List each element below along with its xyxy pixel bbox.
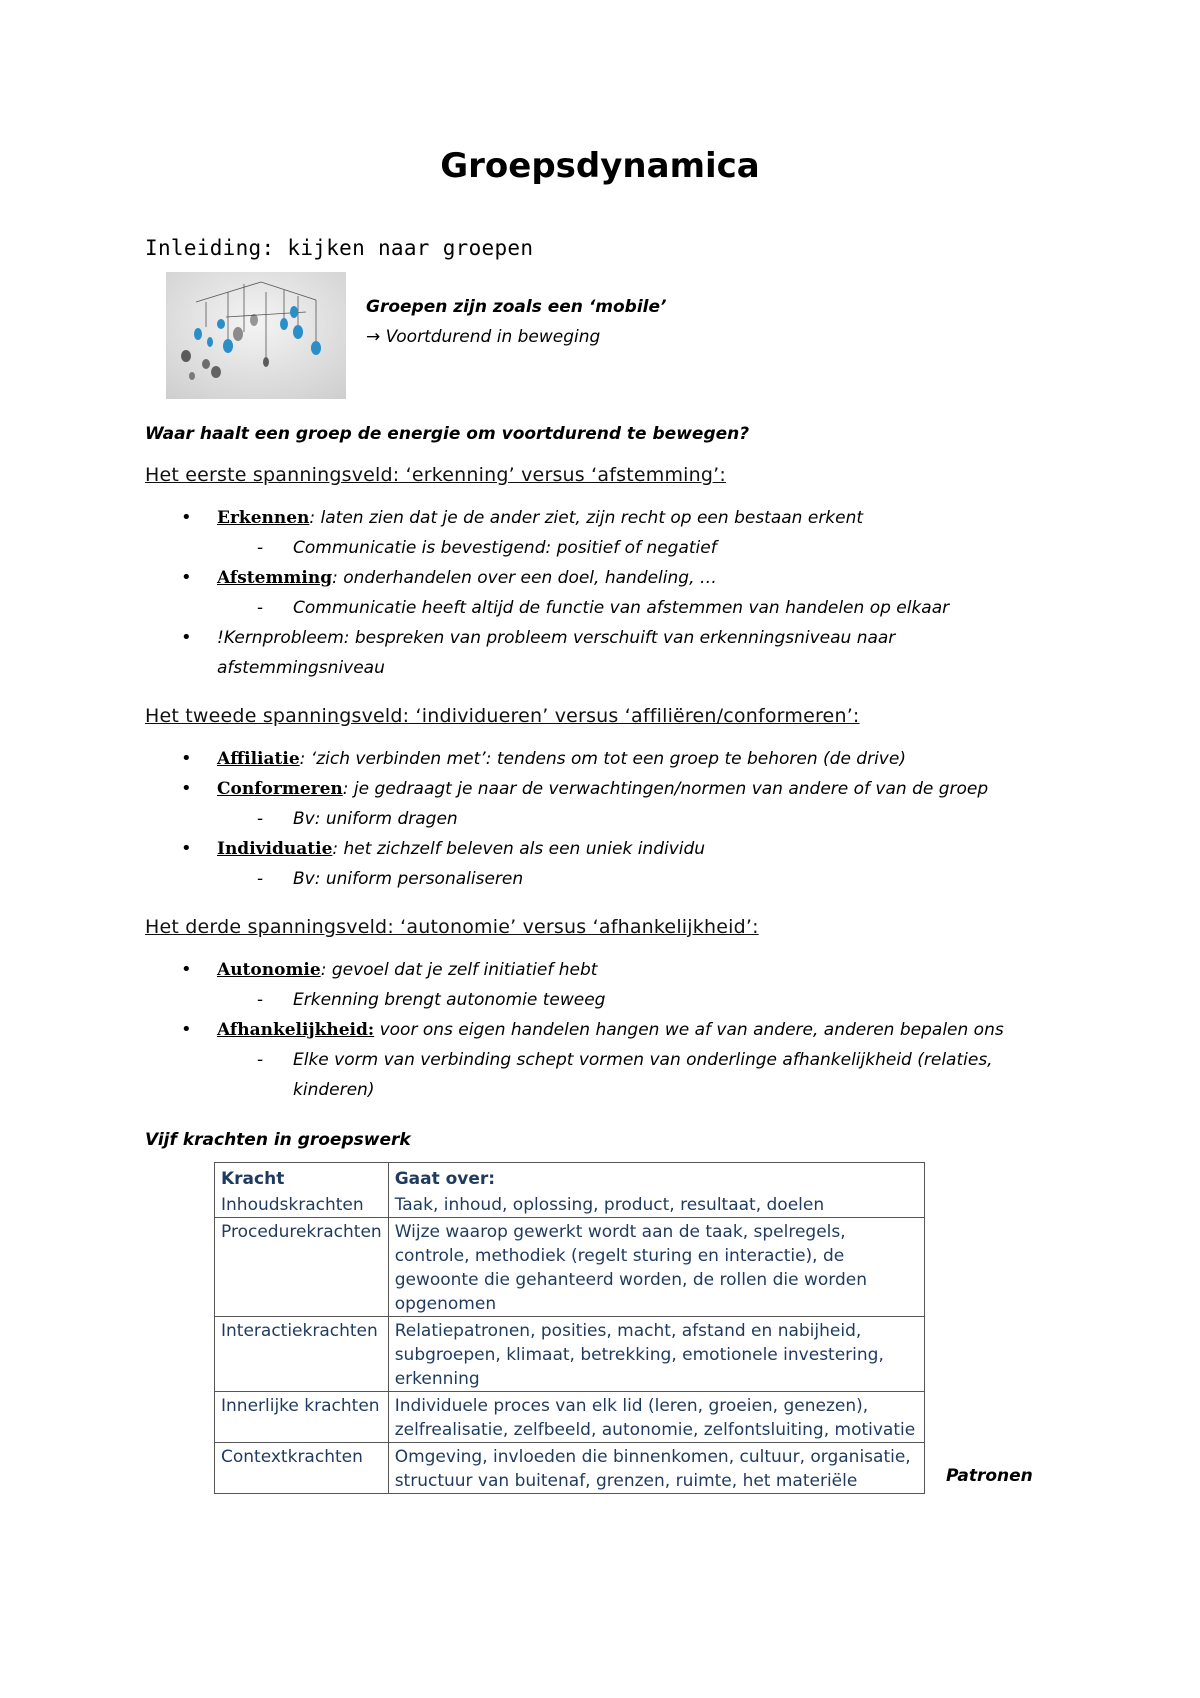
row-kracht: Interactiekrachten <box>215 1317 389 1392</box>
field2-b3-text: : het zichzelf beleven als een uniek individu <box>332 839 706 859</box>
term-afstemming: Afstemming <box>217 568 333 588</box>
table-row <box>215 1443 925 1494</box>
field1-heading: Het eerste spanningsveld: ‘erkenning’ versus ‘afstemming’: <box>145 464 726 486</box>
field2-bullet-individuatie <box>145 834 1065 864</box>
field1-bullet-erkennen <box>145 503 1065 533</box>
term-affiliatie: Affiliatie <box>217 749 300 769</box>
mobile-caption <box>366 292 667 352</box>
field2-list <box>145 744 1065 894</box>
row-gaat-over: Wijze waarop gewerkt wordt aan de taak, spelregels, controle, methodiek (regelt sturing en interactie), de gewoonte die gehanteerd worden, de rollen die worden opgenomen <box>388 1218 924 1317</box>
field1-sub-2: - Communicatie heeft altijd de functie van afstemmen van handelen op elkaar <box>145 593 1065 623</box>
row-gaat-over: Relatiepatronen, posities, macht, afstand en nabijheid, subgroepen, klimaat, betrekking, emotionele investering, erkenning <box>388 1317 924 1392</box>
field2-heading: Het tweede spanningsveld: ‘individueren’ versus ‘affiliëren/conformeren’: <box>145 705 860 727</box>
field3-heading: Het derde spanningsveld: ‘autonomie’ versus ‘afhankelijkheid’: <box>145 916 759 938</box>
intro-heading: Inleiding: kijken naar groepen <box>145 236 534 260</box>
mobile-image <box>166 272 346 399</box>
field2-b1-text: : ‘zich verbinden met’: tendens om tot een groep te behoren (de drive) <box>299 749 906 769</box>
field2-sub-2: - Bv: uniform personaliseren <box>145 864 1065 894</box>
table-row <box>215 1218 925 1317</box>
field3-b1-text: : gevoel dat je zelf initiatief hebt <box>320 960 598 980</box>
field1-list <box>145 503 1065 683</box>
table-header-row <box>215 1163 925 1192</box>
energy-question: Waar haalt een groep de energie om voortdurend te bewegen? <box>145 424 750 444</box>
field3-bullet-autonomie <box>145 955 1065 985</box>
page-title: Groepsdynamica <box>440 146 760 186</box>
term-individuatie: Individuatie <box>217 839 333 859</box>
row-kracht: Innerlijke krachten <box>215 1392 389 1443</box>
field1-bullet-afstemming <box>145 563 1065 593</box>
field1-b1-text: : laten zien dat je de ander ziet, zijn recht op een bestaan erkent <box>309 508 864 528</box>
field2-bullet-conformeren <box>145 774 1065 804</box>
table-row <box>215 1191 925 1218</box>
field1-b2-text: : onderhandelen over een doel, handeling, … <box>332 568 717 588</box>
term-autonomie: Autonomie <box>217 960 321 980</box>
field1-bullet-kernprobleem: • !Kernprobleem: bespreken van probleem verschuift van erkenningsniveau naar afstemmingsniveau <box>145 623 1065 683</box>
term-conformeren: Conformeren <box>217 779 343 799</box>
forces-table <box>214 1162 925 1494</box>
term-afhankelijkheid: Afhankelijkheid: <box>217 1020 375 1040</box>
field2-b2-text: : je gedraagt je naar de verwachtingen/normen van andere of van de groep <box>342 779 989 799</box>
field3-sub-1: - Erkenning brengt autonomie teweeg <box>145 985 1065 1015</box>
field3-b2-text: voor ons eigen handelen hangen we af van andere, anderen bepalen ons <box>374 1020 1004 1040</box>
row-kracht: Procedurekrachten <box>215 1218 389 1317</box>
patronen-label: Patronen <box>946 1466 1033 1486</box>
mobile-caption-title: Groepen zijn zoals een ‘mobile’ <box>366 297 667 317</box>
table-row <box>215 1392 925 1443</box>
row-gaat-over: Individuele proces van elk lid (leren, groeien, genezen), zelfrealisatie, zelfbeeld, autonomie, zelfontsluiting, motivatie <box>388 1392 924 1443</box>
field2-bullet-affiliatie <box>145 744 1065 774</box>
field3-list <box>145 955 1065 1105</box>
row-kracht: Inhoudskrachten <box>215 1191 389 1218</box>
field3-bullet-afhankelijkheid <box>145 1015 1065 1045</box>
header-kracht: Kracht <box>215 1163 389 1192</box>
term-erkennen: Erkennen <box>217 508 310 528</box>
row-kracht: Contextkrachten <box>215 1443 389 1494</box>
field3-sub-2: - Elke vorm van verbinding schept vormen van onderlinge afhankelijkheid (relaties, kinderen) <box>145 1045 1065 1105</box>
table-row <box>215 1317 925 1392</box>
row-gaat-over: Taak, inhoud, oplossing, product, resultaat, doelen <box>388 1191 924 1218</box>
field2-sub-1: - Bv: uniform dragen <box>145 804 1065 834</box>
forces-heading: Vijf krachten in groepswerk <box>145 1130 411 1150</box>
mobile-caption-subtitle: → Voortdurend in beweging <box>366 327 601 347</box>
header-gaat-over: Gaat over: <box>388 1163 924 1192</box>
row-gaat-over: Omgeving, invloeden die binnenkomen, cultuur, organisatie, structuur van buitenaf, grenzen, ruimte, het materiële <box>388 1443 924 1494</box>
field1-sub-1: - Communicatie is bevestigend: positief of negatief <box>145 533 1065 563</box>
